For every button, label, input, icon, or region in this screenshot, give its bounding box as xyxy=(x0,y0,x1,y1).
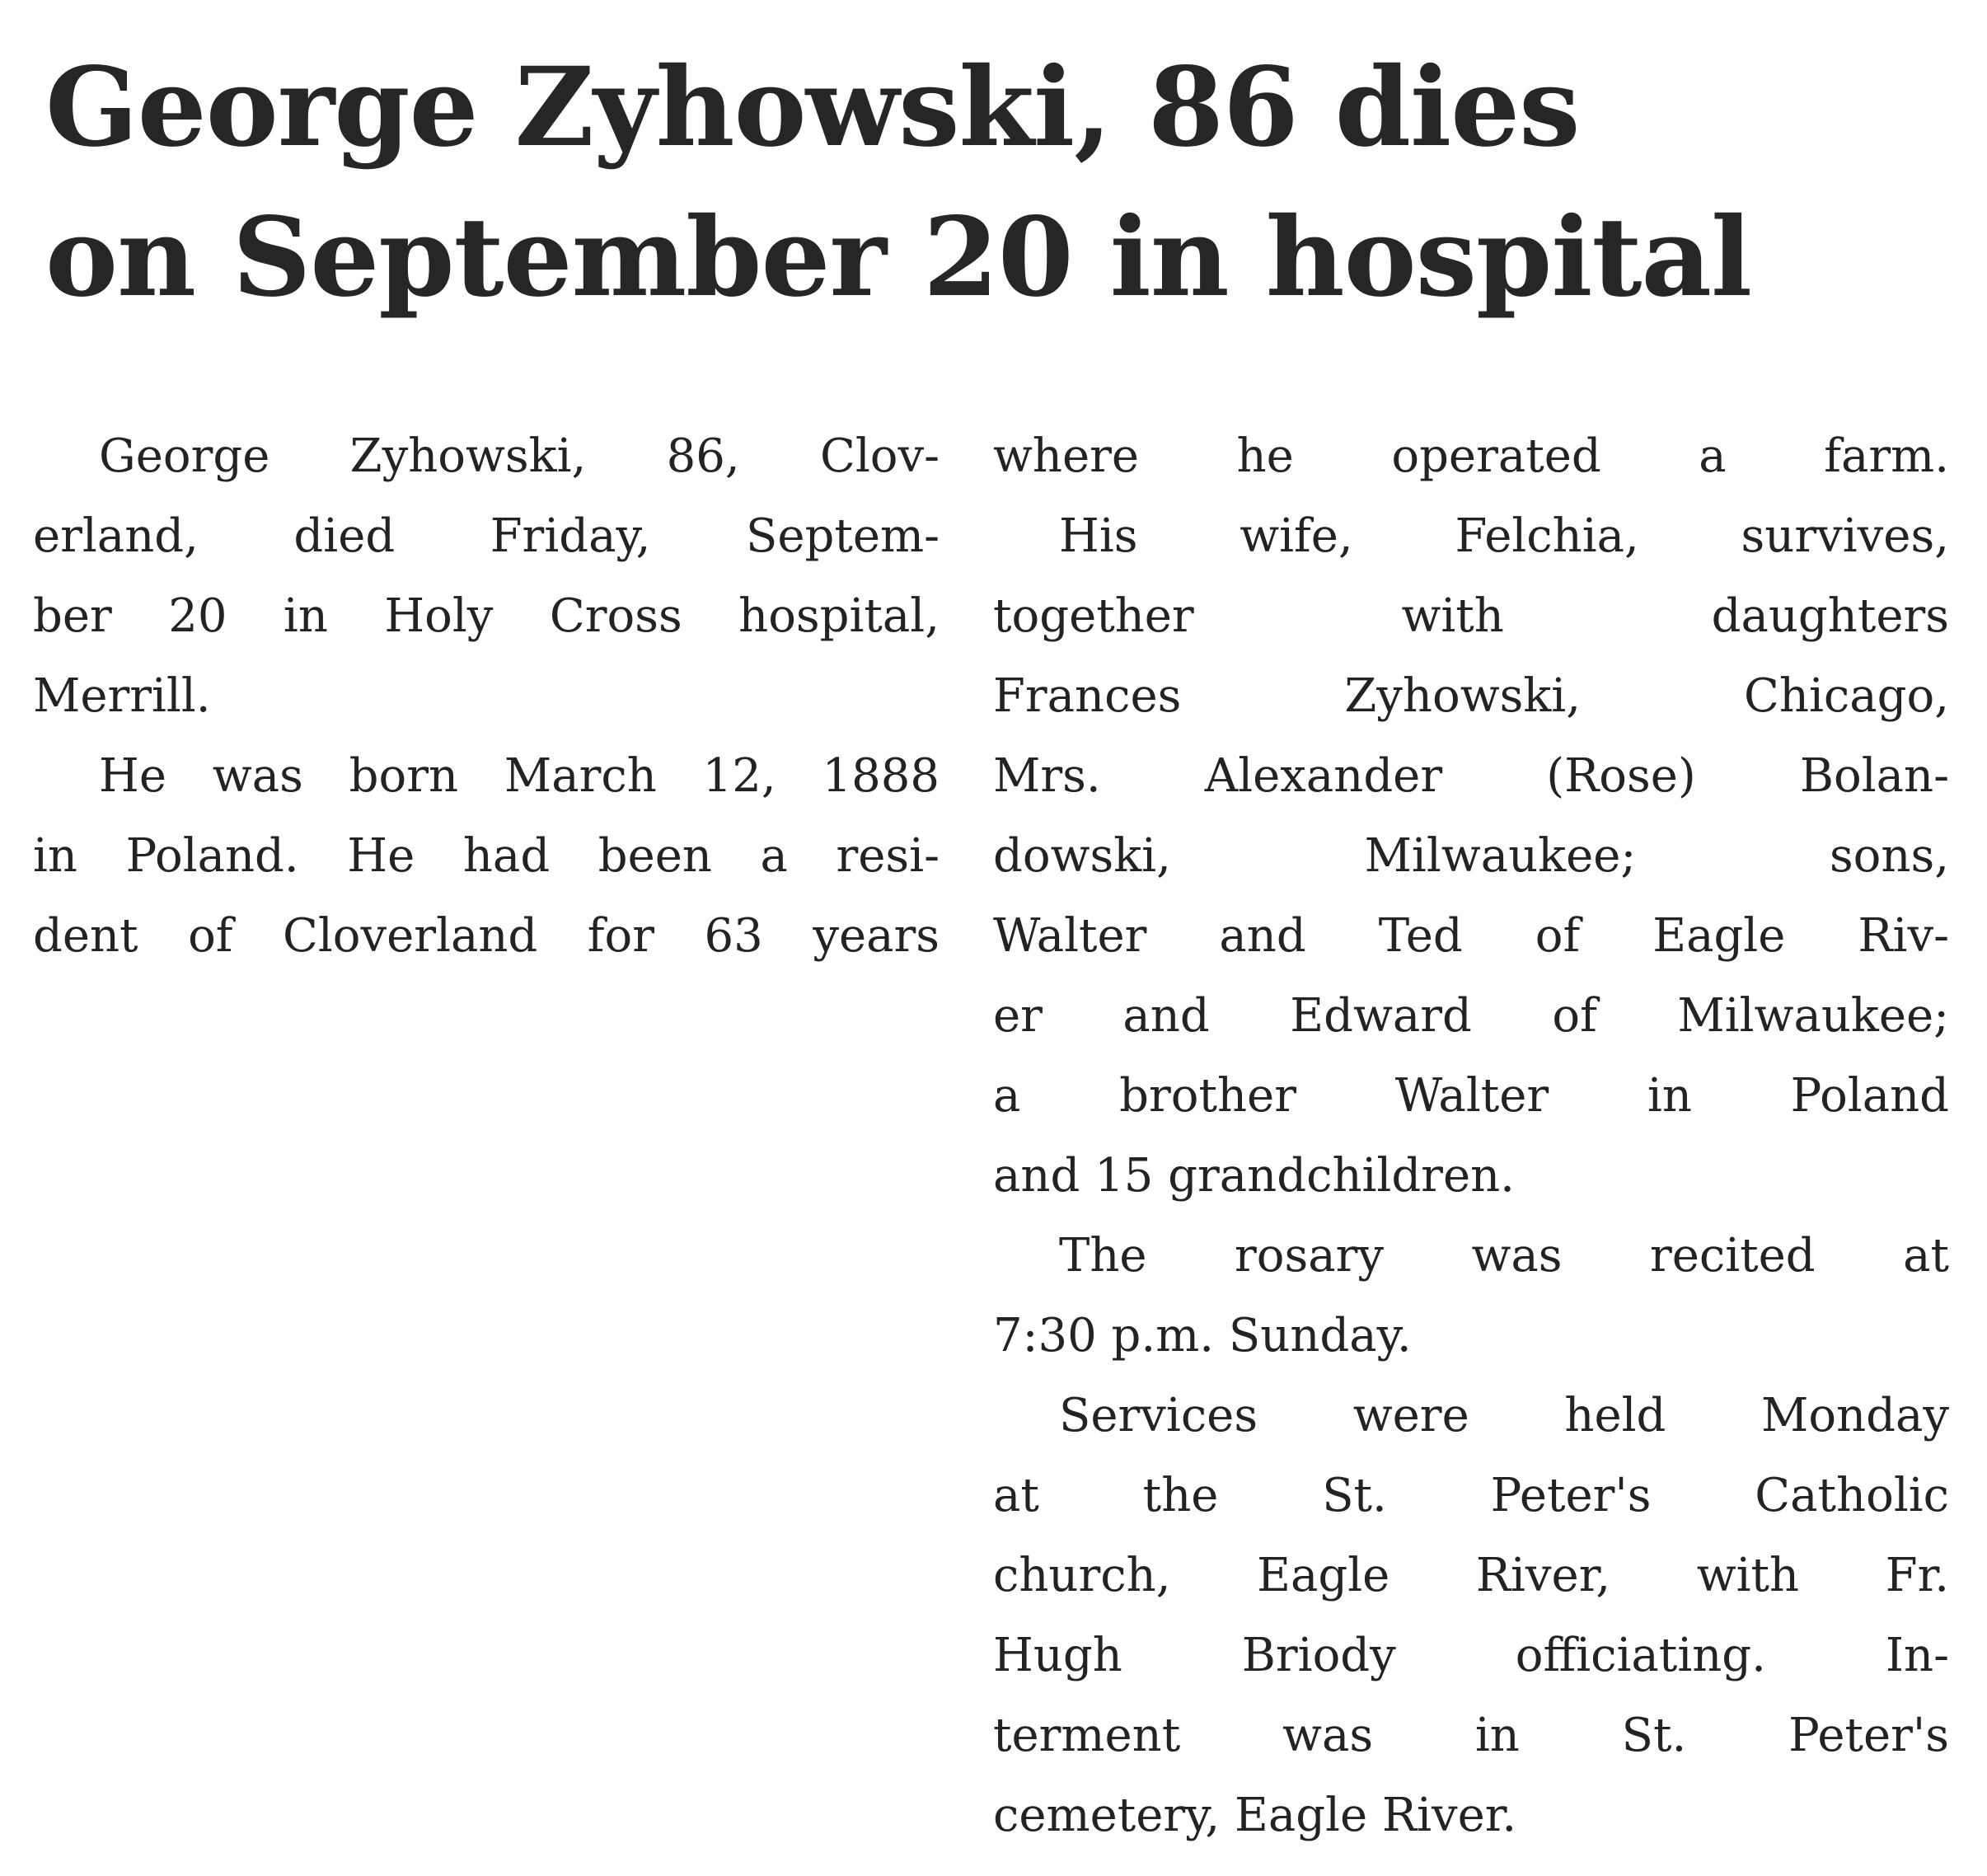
article-text-line: Frances Zyhowski, Chicago, xyxy=(993,669,1949,723)
article-text-line: Mrs. Alexander (Rose) Bolan- xyxy=(993,749,1949,803)
headline-line-1: George Zyhowski, 86 dies xyxy=(45,44,1580,171)
article-column-right xyxy=(993,416,1949,1855)
article-text-line: er and Edward of Milwaukee; xyxy=(993,989,1949,1043)
article-text-line: cemetery, Eagle River. xyxy=(993,1789,1517,1842)
article-text-line: He was born March 12, 1888 xyxy=(99,749,940,803)
article-text-line: Merrill. xyxy=(33,669,211,723)
article-text-line: dowski, Milwaukee; sons, xyxy=(993,829,1949,883)
article-text-line: and 15 grandchildren. xyxy=(993,1149,1515,1203)
article-text-line: in Poland. He had been a resi- xyxy=(33,829,940,883)
article-text-line: at the St. Peter's Catholic xyxy=(993,1469,1949,1522)
article-text-line: church, Eagle River, with Fr. xyxy=(993,1549,1949,1602)
article-text-line: erland, died Friday, Septem- xyxy=(33,509,940,563)
article-text-line: terment was in St. Peter's xyxy=(993,1709,1949,1762)
article-text-line: where he operated a farm. xyxy=(993,429,1949,483)
article-text-line: Services were held Monday xyxy=(1059,1389,1949,1442)
article-text-line: The rosary was recited at xyxy=(1059,1229,1949,1283)
article-text-line: a brother Walter in Poland xyxy=(993,1069,1949,1123)
article-column-left xyxy=(33,416,940,976)
article-text-line: Walter and Ted of Eagle Riv- xyxy=(993,909,1949,963)
article-text-line: His wife, Felchia, survives, xyxy=(1059,509,1949,563)
headline xyxy=(45,33,1941,333)
headline-line-2: on September 20 in hospital xyxy=(45,194,1752,321)
article-text-line: George Zyhowski, 86, Clov- xyxy=(99,429,940,483)
article-text-line: 7:30 p.m. Sunday. xyxy=(993,1309,1412,1362)
article-text-line: dent of Cloverland for 63 years xyxy=(33,909,940,963)
article-text-line: together with daughters xyxy=(993,589,1949,643)
article-text-line: ber 20 in Holy Cross hospital, xyxy=(33,589,940,643)
article-text-line: Hugh Briody officiating. In- xyxy=(993,1629,1949,1682)
